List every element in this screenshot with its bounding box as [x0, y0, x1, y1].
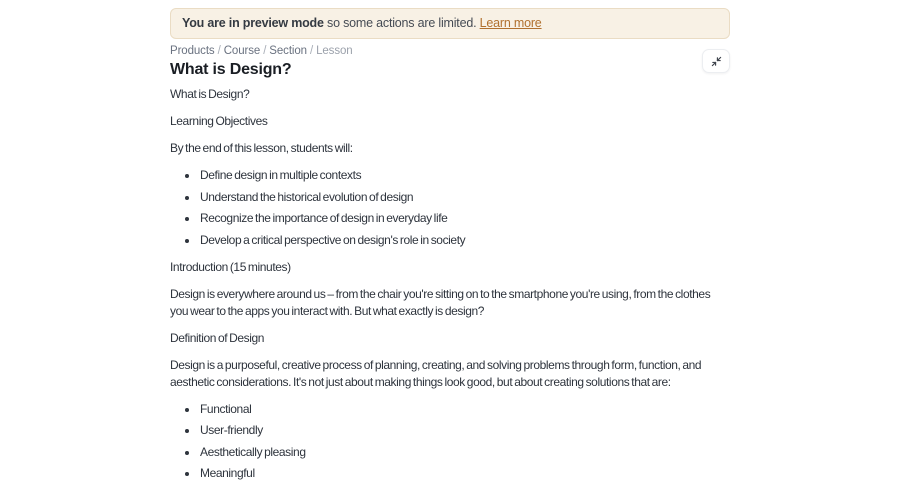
page-container	[170, 0, 730, 482]
paragraph: Learning Objectives	[170, 114, 268, 128]
breadcrumb-separator: /	[263, 45, 267, 57]
breadcrumb-item-section[interactable]: Section	[269, 45, 307, 57]
learn-more-link[interactable]: Learn more	[479, 16, 542, 30]
lesson-content	[170, 86, 730, 482]
page-title: What is Design?	[170, 61, 292, 78]
list-item: • Develop a critical perspective on design's role in society	[199, 232, 730, 249]
paragraph: Design is everywhere around us – from the chair you're sitting on to the smartphone you're using, from the clothes you wear to the apps you interact with. But what exactly is design?	[170, 286, 711, 318]
paragraph: Definition of Design	[170, 330, 265, 345]
list-item: • Define design in multiple contexts	[199, 167, 730, 184]
breadcrumb-item-course[interactable]: Course	[223, 45, 261, 57]
breadcrumb	[170, 45, 730, 58]
paragraph: Introduction (15 minutes)	[170, 259, 291, 274]
breadcrumb-separator: /	[309, 45, 314, 57]
banner-text: so some actions are limited.	[327, 16, 477, 30]
page-header	[170, 45, 730, 78]
list-item: • Functional	[199, 401, 730, 418]
paragraph: By the end of this lesson, students will:	[170, 141, 353, 155]
breadcrumb-item-products[interactable]: Products	[170, 45, 215, 57]
bullet-list	[170, 167, 730, 249]
collapse-button[interactable]	[702, 49, 730, 73]
breadcrumb-separator: /	[217, 45, 221, 57]
breadcrumb-item-lesson: Lesson	[316, 45, 353, 57]
list-item: • Meaningful	[199, 465, 730, 482]
paragraph: Design is a purposeful, creative process of planning, creating, and solving problems through form, function, and aesthetic considerations. It's not just about making things look good, but about creating solutions that are:	[170, 357, 702, 389]
preview-banner	[170, 8, 730, 39]
list-item: • Understand the historical evolution of design	[199, 189, 730, 206]
banner-emphasis-text: You are in preview mode	[182, 16, 324, 30]
list-item: • Aesthetically pleasing	[199, 444, 730, 461]
list-item: • Recognize the importance of design in everyday life	[199, 210, 730, 227]
bullet-list	[170, 401, 730, 483]
paragraph: What is Design?	[170, 87, 250, 101]
list-item: • User-friendly	[199, 422, 730, 439]
collapse-icon	[711, 56, 722, 67]
